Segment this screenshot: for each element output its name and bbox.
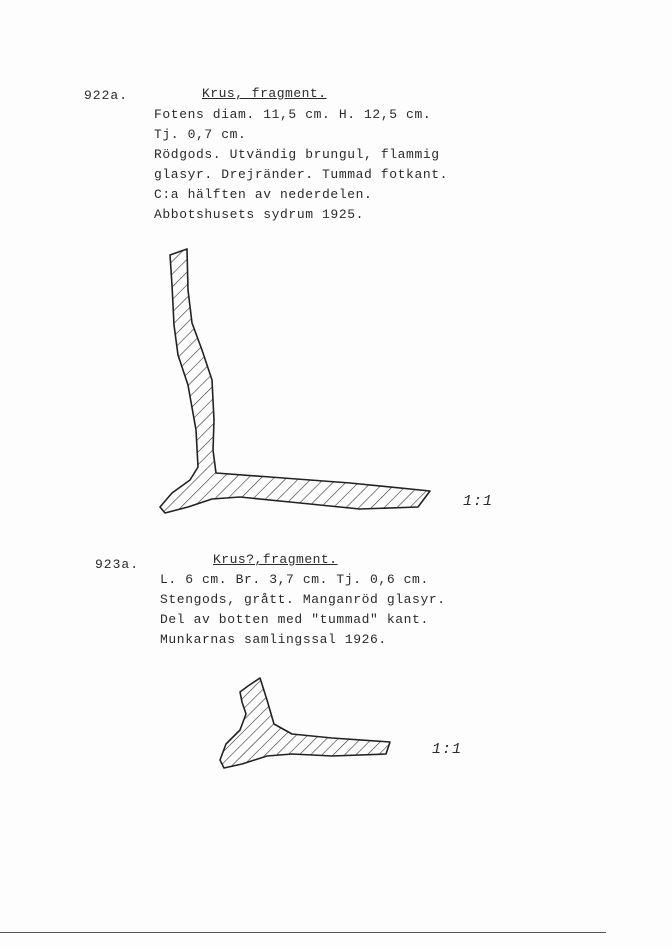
entry-description xyxy=(154,105,448,225)
page-bottom-rule xyxy=(0,932,606,933)
description-line: C:a hälften av nederdelen. xyxy=(154,187,373,202)
entry-number: 923a. xyxy=(95,557,140,572)
scale-label: 1:1 xyxy=(432,741,463,758)
description-line: Abbotshusets sydrum 1925. xyxy=(154,207,365,222)
description-line: Tj. 0,7 cm. xyxy=(154,127,247,142)
description-line: Munkarnas samlingssal 1926. xyxy=(160,632,387,647)
entry-description xyxy=(160,570,446,650)
profile-drawing-923a xyxy=(212,672,402,777)
description-line: Stengods, grått. Manganröd glasyr. xyxy=(160,592,446,607)
entry-title: Krus?,fragment. xyxy=(213,552,338,567)
description-line: Fotens diam. 11,5 cm. H. 12,5 cm. xyxy=(154,107,432,122)
sherd-profile xyxy=(160,249,430,513)
entry-number: 922a. xyxy=(84,88,129,103)
description-line: glasyr. Drejränder. Tummad fotkant. xyxy=(154,167,449,182)
scale-label: 1:1 xyxy=(463,493,494,510)
description-line: Del av botten med "tummad" kant. xyxy=(160,612,429,627)
entry-title: Krus, fragment. xyxy=(202,86,327,101)
description-line: L. 6 cm. Br. 3,7 cm. Tj. 0,6 cm. xyxy=(160,572,429,587)
profile-drawing-922a xyxy=(150,245,450,525)
sherd-profile xyxy=(220,678,390,768)
description-line: Rödgods. Utvändig brungul, flammig xyxy=(154,147,440,162)
